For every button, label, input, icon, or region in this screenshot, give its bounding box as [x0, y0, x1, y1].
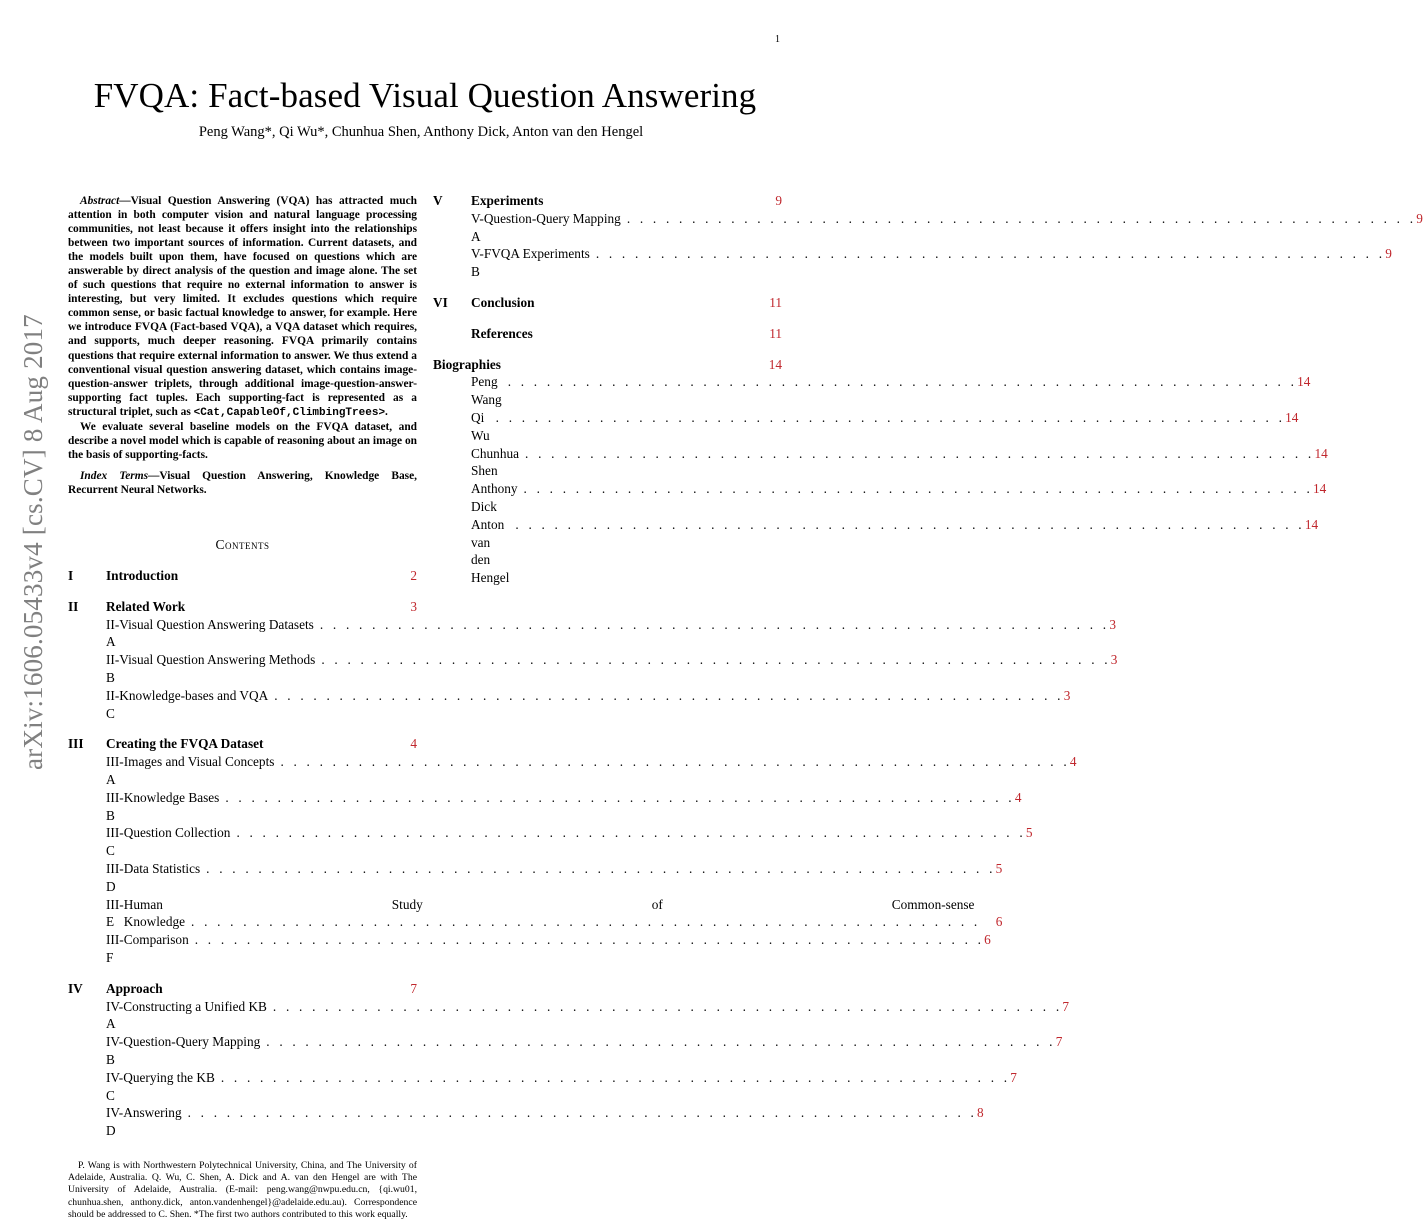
dot-leader: [519, 445, 1314, 463]
toc-section: [68, 980, 1070, 1140]
biography-entry-page[interactable]: 14: [1304, 516, 1319, 532]
toc-subentry-text: Question Collection: [123, 825, 231, 841]
toc-subentry-page[interactable]: 3: [1063, 687, 1071, 703]
biography-entry-name: [471, 373, 1297, 409]
toc-subentry-page[interactable]: 4: [1069, 754, 1077, 770]
dot-leader: [621, 210, 1416, 228]
toc-subentry[interactable]: [68, 860, 1003, 896]
index-terms-lead: Index Terms: [80, 469, 149, 482]
toc-subentry[interactable]: [68, 1069, 1017, 1105]
toc-subentry-page[interactable]: 6: [995, 914, 1003, 930]
biography-entry[interactable]: [433, 516, 1319, 587]
toc-subentry-text: FVQA Experiments: [483, 246, 590, 262]
dot-leader: [518, 480, 1313, 498]
toc-subentry-number: III-D: [106, 860, 124, 894]
toc-right: [433, 192, 1423, 343]
toc-subentry-page[interactable]: 3: [1109, 616, 1116, 632]
toc-subentry-number: II-A: [106, 616, 120, 650]
dot-leader: [274, 753, 1069, 771]
toc-entry-page[interactable]: 2: [410, 567, 417, 583]
toc-entry-name: Approach: [106, 980, 163, 996]
toc-subentry-name: [484, 245, 1385, 263]
abstract: [68, 194, 417, 420]
toc-entry-biographies[interactable]: [433, 356, 782, 374]
toc-subentry-text: Answering: [123, 1105, 182, 1121]
toc-subentry-page[interactable]: 7: [1062, 998, 1070, 1014]
toc-subentry-text: Images and Visual Concepts: [123, 754, 275, 770]
biography-name-text: Anton van den Hengel: [471, 516, 510, 586]
toc-subentry-text: Question-Query Mapping: [483, 210, 621, 226]
toc-subentry-name: [124, 753, 1070, 771]
biography-name-text: Chunhua Shen: [471, 445, 520, 479]
dot-leader: [230, 824, 1025, 842]
toc-section: [68, 567, 417, 585]
toc-subentry-page[interactable]: 5: [1025, 825, 1033, 841]
toc-subentry-number: V-A: [471, 210, 484, 244]
toc-entry-name: Introduction: [106, 567, 179, 583]
toc-entry-page[interactable]: 11: [769, 294, 782, 310]
dot-leader: [502, 373, 1297, 391]
abstract-text: —Visual Question Answering (VQA) has attracted much attention in both computer vision and natural language processing communities, not least because it offers insight into the relationships between two important sources of information. Current datasets, and the models built upon them, have focused on questions which are answerable by direct analysis of the question and image alone. The set of such questions that require no external information to answer is interesting, but very limited. It excludes questions which require common sense, or basic factual knowledge to answer, for example. Here we introduce FVQA (Fact-based VQA), a VQA dataset which requires, and supports, much deeper reasoning. FVQA primarily contains questions that require external information to answer. We thus extend a conventional visual question answering dataset, which contains image-question-answer triplets, through additional image-question-answer-supporting fact tuples. Each supporting-fact is represented as a structural triplet, such as: [68, 195, 417, 418]
toc-subentry-name: [124, 931, 984, 949]
toc-subentry-text: Data Statistics: [123, 860, 201, 876]
arxiv-stamp: arXiv:1606.05433v4 [cs.CV] 8 Aug 2017: [18, 314, 48, 770]
toc-subentry-name: [124, 896, 1003, 932]
toc-biographies: [433, 356, 1328, 587]
abstract-lead: Abstract: [80, 195, 120, 207]
dot-leader: [267, 998, 1062, 1016]
biography-entry-page[interactable]: 14: [1285, 409, 1299, 425]
toc-subentry-text: Comparison: [123, 932, 189, 948]
toc-subentry-number: V-B: [471, 246, 484, 280]
toc-subentry[interactable]: [433, 210, 1423, 246]
abstract-paragraph-2: We evaluate several baseline models on the FVQA dataset, and describe a novel model which is capable of reasoning about an image on the basis of supporting-facts.: [68, 420, 417, 461]
toc-subentry-name: [124, 789, 1015, 807]
toc-subentry-number: III-C: [106, 825, 124, 859]
biography-entry-name: [471, 480, 1313, 516]
toc-subentry-name: [123, 998, 1062, 1016]
dot-leader: [189, 931, 984, 949]
dot-leader: [268, 687, 1063, 705]
toc-subentry-text: Knowledge-bases and VQA: [119, 687, 269, 703]
author-list: Peng Wang*, Qi Wu*, Chunhua Shen, Anthony Dick, Anton van den Hengel: [198, 124, 644, 140]
toc-subentry[interactable]: [68, 931, 991, 967]
toc-entry[interactable]: [68, 567, 417, 585]
toc-subentry[interactable]: [68, 896, 1003, 932]
toc-section: [433, 192, 1423, 281]
toc-subentry-number: II-B: [106, 652, 120, 685]
toc-subentry-page[interactable]: 8: [977, 1105, 984, 1121]
toc-subentry-number: IV-B: [106, 1034, 124, 1067]
toc-word: Study: [391, 896, 423, 912]
dot-leader: [260, 1033, 1055, 1051]
toc-subentry-page[interactable]: 9: [1416, 210, 1423, 226]
toc-subentry-page[interactable]: 6: [984, 932, 991, 948]
biography-name-text: Anthony Dick: [471, 481, 518, 514]
toc-subentry-text: Visual Question Answering Datasets: [119, 616, 314, 632]
toc-subentry-text: Visual Question Answering Methods: [119, 652, 316, 668]
dot-leader: [182, 1104, 977, 1122]
toc-subentry-number: IV-A: [106, 998, 124, 1032]
toc-subentry-name: [124, 860, 996, 878]
biography-entry[interactable]: [433, 409, 1299, 445]
toc-subentry-name: [484, 210, 1416, 228]
dot-leader: [490, 409, 1285, 427]
biography-entry-page[interactable]: 14: [1297, 374, 1311, 390]
toc-section: [68, 598, 1118, 723]
toc-subentry-number: IV-C: [106, 1069, 124, 1103]
dot-leader: [219, 789, 1014, 807]
toc-entry-number: VI: [433, 294, 448, 310]
toc-entry-number: III: [68, 736, 84, 752]
index-terms-text: —Visual Question Answering, Knowledge Base, Recurrent Neural Networks.: [68, 469, 417, 496]
biography-entry[interactable]: [433, 373, 1311, 409]
index-terms: [68, 469, 417, 497]
toc-word: Human: [123, 896, 163, 912]
toc-subentry[interactable]: [68, 824, 1033, 860]
page-number: 1: [775, 34, 780, 45]
toc-entry-name: References: [471, 325, 533, 341]
toc-entry[interactable]: [68, 980, 417, 998]
paper-title: FVQA: Fact-based Visual Question Answering: [93, 76, 757, 115]
biography-entry-name: [471, 445, 1314, 481]
toc-entry[interactable]: [433, 325, 782, 343]
toc-word: of: [651, 896, 663, 912]
toc-subentry[interactable]: [68, 789, 1022, 825]
toc-subentry-page[interactable]: 4: [1014, 789, 1022, 805]
toc-entry-page[interactable]: 4: [410, 736, 417, 752]
toc-section: [68, 735, 1077, 966]
dot-leader: [215, 1069, 1010, 1087]
toc-subentry[interactable]: [68, 616, 1116, 652]
toc-subentry[interactable]: [68, 687, 1071, 723]
toc-entry-name: Creating the FVQA Dataset: [106, 736, 264, 752]
dot-leader: [509, 516, 1304, 534]
toc-subentry-page[interactable]: 7: [1055, 1034, 1063, 1050]
dot-leader: [314, 616, 1109, 634]
toc-subentry-name: [123, 1033, 1055, 1051]
toc-entry-number: V: [433, 193, 443, 208]
toc-subentry-page[interactable]: 7: [1010, 1069, 1017, 1085]
dot-leader: [200, 860, 995, 878]
toc-entry-page[interactable]: 11: [769, 325, 782, 341]
toc-entry-number: II: [68, 598, 79, 614]
toc-subentry[interactable]: [68, 1104, 984, 1140]
toc-entry-name: Related Work: [106, 598, 186, 614]
abstract-code: <Cat,CapableOf,ClimbingTrees>: [193, 406, 386, 419]
toc-subentry-number: III-E: [106, 896, 124, 930]
biography-entry[interactable]: [433, 480, 1327, 516]
toc-subentry-name: [119, 687, 1063, 705]
contents-heading: Contents: [215, 536, 270, 552]
abstract-text-end: .: [385, 405, 388, 418]
biography-list: [433, 373, 1328, 587]
toc-subentry-name-line2: [124, 913, 1003, 931]
toc-section: [433, 294, 782, 312]
biography-name-text: Peng Wang: [471, 374, 502, 408]
toc-subentry[interactable]: [68, 1033, 1063, 1069]
toc-subentry-name: [123, 1069, 1010, 1087]
toc-subentry-number: III-A: [106, 754, 124, 787]
biography-entry[interactable]: [433, 445, 1328, 481]
biography-entry-name: [471, 516, 1305, 587]
dot-leader: [590, 245, 1385, 263]
toc-subentry-name-line1: [124, 896, 1003, 914]
footnote: P. Wang is with Northwestern Polytechnical University, China, and The University of Adelaide, Australia. Q. Wu, C. Shen, A. Dick and A. van den Hengel are with The University of Adelaide, Australia. (E-mail: peng.wang@nwpu.edu.cn, {qi.wu01, chunhua.shen, anthony.dick, anton.vandenhengel}@adelaide.edu.au). Correspondence should be addressed to C. Shen. *The first two authors contributed to this work equally.: [68, 1159, 417, 1221]
toc-entry-number: IV: [68, 980, 83, 996]
toc-entry-page[interactable]: 3: [410, 598, 417, 614]
toc-subentry-number: II-C: [106, 687, 120, 721]
toc-subentry-name: [119, 616, 1109, 634]
toc-subentry-text: Knowledge: [123, 914, 186, 930]
toc-entry-page[interactable]: 7: [410, 980, 417, 996]
toc-left: [68, 567, 1118, 1140]
toc-subentry-number: III-F: [106, 932, 124, 965]
biography-entry-page[interactable]: 14: [1314, 445, 1328, 461]
toc-subentry-page[interactable]: 5: [995, 860, 1003, 876]
toc-subentry-text: Constructing a Unified KB: [123, 998, 267, 1014]
toc-entry[interactable]: [68, 598, 417, 616]
toc-subentry-number: IV-D: [106, 1105, 124, 1139]
toc-entry-name: Experiments: [471, 193, 544, 208]
toc-entry-page[interactable]: 14: [768, 356, 782, 372]
toc-entry-page[interactable]: 9: [775, 193, 782, 208]
dot-leader: [315, 651, 1110, 669]
toc-entry[interactable]: [68, 735, 417, 753]
toc-entry-number: I: [68, 567, 74, 583]
biography-name-text: Qi Wu: [471, 409, 490, 443]
toc-subentry-name: [124, 824, 1026, 842]
toc-entry-name: Conclusion: [471, 294, 535, 310]
dot-leader: [185, 913, 980, 931]
toc-subentry-name: [123, 1104, 977, 1122]
toc-word: Common-sense: [891, 896, 975, 912]
toc-subentry-text: Question-Query Mapping: [123, 1034, 261, 1050]
toc-section: [433, 325, 782, 343]
biography-entry-page[interactable]: 14: [1312, 481, 1327, 497]
toc-subentry-page[interactable]: 9: [1385, 246, 1392, 262]
toc-subentry-name: [119, 651, 1111, 669]
toc-subentry-text: Knowledge Bases: [123, 789, 220, 805]
right-column: [433, 192, 1423, 600]
toc-entry-name: Biographies: [433, 356, 501, 372]
biography-entry-name: [471, 409, 1285, 445]
toc-subentry-page[interactable]: 3: [1110, 652, 1118, 668]
toc-entry[interactable]: [433, 294, 782, 312]
toc-subentry[interactable]: [68, 651, 1118, 687]
toc-subentry[interactable]: [68, 998, 1070, 1034]
toc-subentry-number: III-B: [106, 789, 124, 823]
toc-subentry-text: Querying the KB: [123, 1069, 215, 1085]
toc-entry[interactable]: [433, 192, 782, 210]
toc-subentry[interactable]: [68, 753, 1077, 789]
toc-subentry[interactable]: [433, 245, 1392, 281]
